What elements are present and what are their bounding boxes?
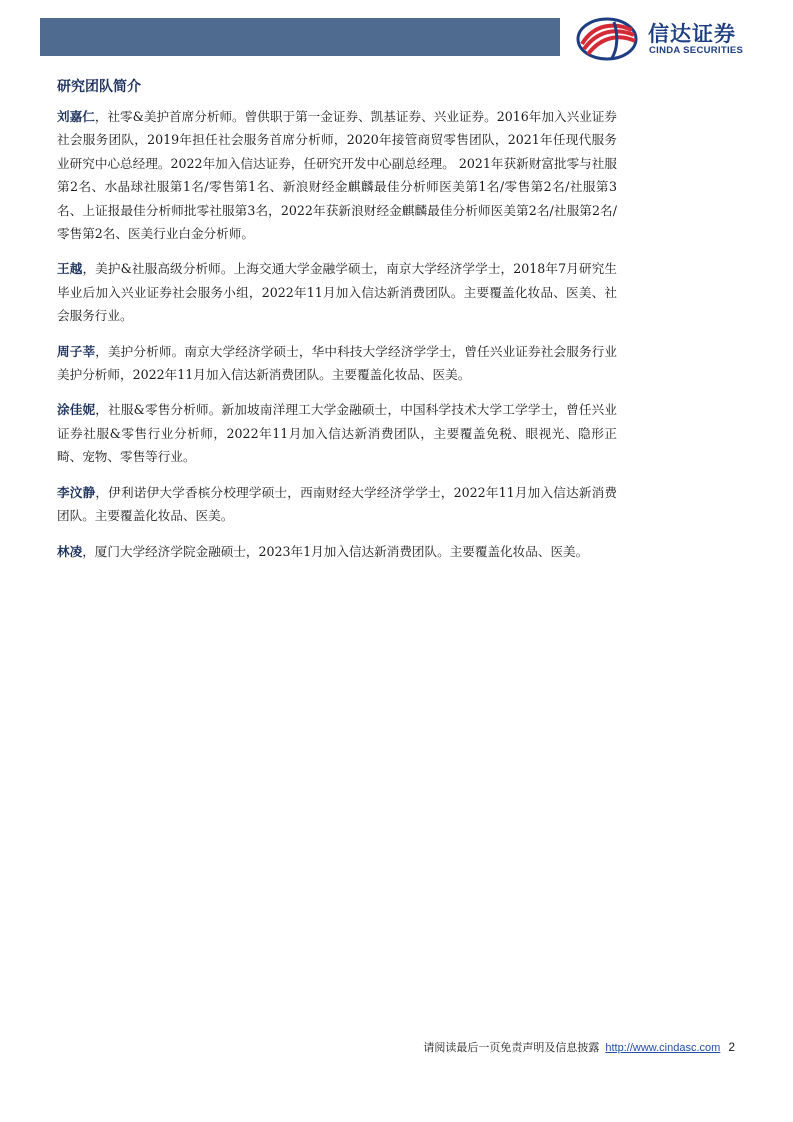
analyst-bio-text: ，社服&零售分析师。新加坡南洋理工大学金融硕士，中国科学技术大学工学学士，曾任兴业证券社服&零售行业分析师，2022年11月加入信达新消费团队，主要覆盖免税、眼视光、隐形正畸、宠物、零售等行业。 [57, 402, 618, 465]
cinda-logo-icon [574, 14, 640, 62]
analyst-name: 周子莘 [57, 343, 96, 359]
logo-english-name: CINDA SECURITIES [649, 45, 744, 56]
analyst-name: 林凌 [57, 543, 83, 559]
website-link[interactable]: http://www.cindasc.com [605, 1042, 721, 1054]
bio-paragraph [57, 340, 617, 387]
section-title: 研究团队简介 [57, 79, 141, 95]
logo-chinese-name: 信达证券 [648, 22, 736, 46]
page-number: 2 [728, 1040, 735, 1054]
company-logo [574, 14, 774, 62]
header-bar [40, 18, 560, 56]
analyst-name: 王越 [57, 261, 83, 277]
bio-paragraph [57, 481, 617, 528]
bio-paragraph [57, 105, 617, 245]
analyst-name: 李汶静 [57, 484, 96, 500]
disclaimer-notice: 请阅读最后一页免责声明及信息披露 [423, 1041, 600, 1054]
analyst-name: 涂佳妮 [57, 402, 96, 418]
analyst-bio-text: ，厦门大学经济学院金融硕士，2023年1月加入信达新消费团队。主要覆盖化妆品、医美。 [82, 543, 589, 559]
analyst-bio-text: ，美护&社服高级分析师。上海交通大学金融学硕士，南京大学经济学学士，2018年7月研究生毕业后加入兴业证券社会服务小组，2022年11月加入信达新消费团队。主要覆盖化妆品、医美、社会服务行业。 [57, 261, 618, 324]
analyst-bio-text: ，伊利诺伊大学香槟分校理学硕士，西南财经大学经济学学士，2022年11月加入信达新消费团队。主要覆盖化妆品、医美。 [57, 484, 618, 524]
bio-paragraph [57, 257, 617, 327]
page-footer [423, 1039, 735, 1055]
team-bios [57, 105, 617, 575]
analyst-bio-text: ，美护分析师。南京大学经济学硕士，华中科技大学经济学学士，曾任兴业证券社会服务行业美护分析师，2022年11月加入信达新消费团队。主要覆盖化妆品、医美。 [57, 343, 618, 383]
bio-paragraph [57, 540, 617, 563]
analyst-name: 刘嘉仁 [57, 109, 95, 124]
bio-paragraph [57, 398, 617, 468]
analyst-bio-text: ，社零&美护首席分析师。曾供职于第一金证券、凯基证券、兴业证券。2016年加入兴业证券社会服务团队，2019年担任社会服务首席分析师，2020年接管商贸零售团队，2021年任现代服务业研究中心总经理。2022年加入信达证券，任研究开发中心副总经理。 2021年获新财富批零与社服第2名、水晶球社服第1名/零售第1名、新浪财经金麒麟最佳分析师医美第1名/零售第2名/社服第3名、上证报最佳分析师批零社服第3名，2022年获新浪财经金麒麟最佳分析师医美第2名/社服第2名/零售第2名、医美行业白金分析师。 [57, 109, 617, 242]
